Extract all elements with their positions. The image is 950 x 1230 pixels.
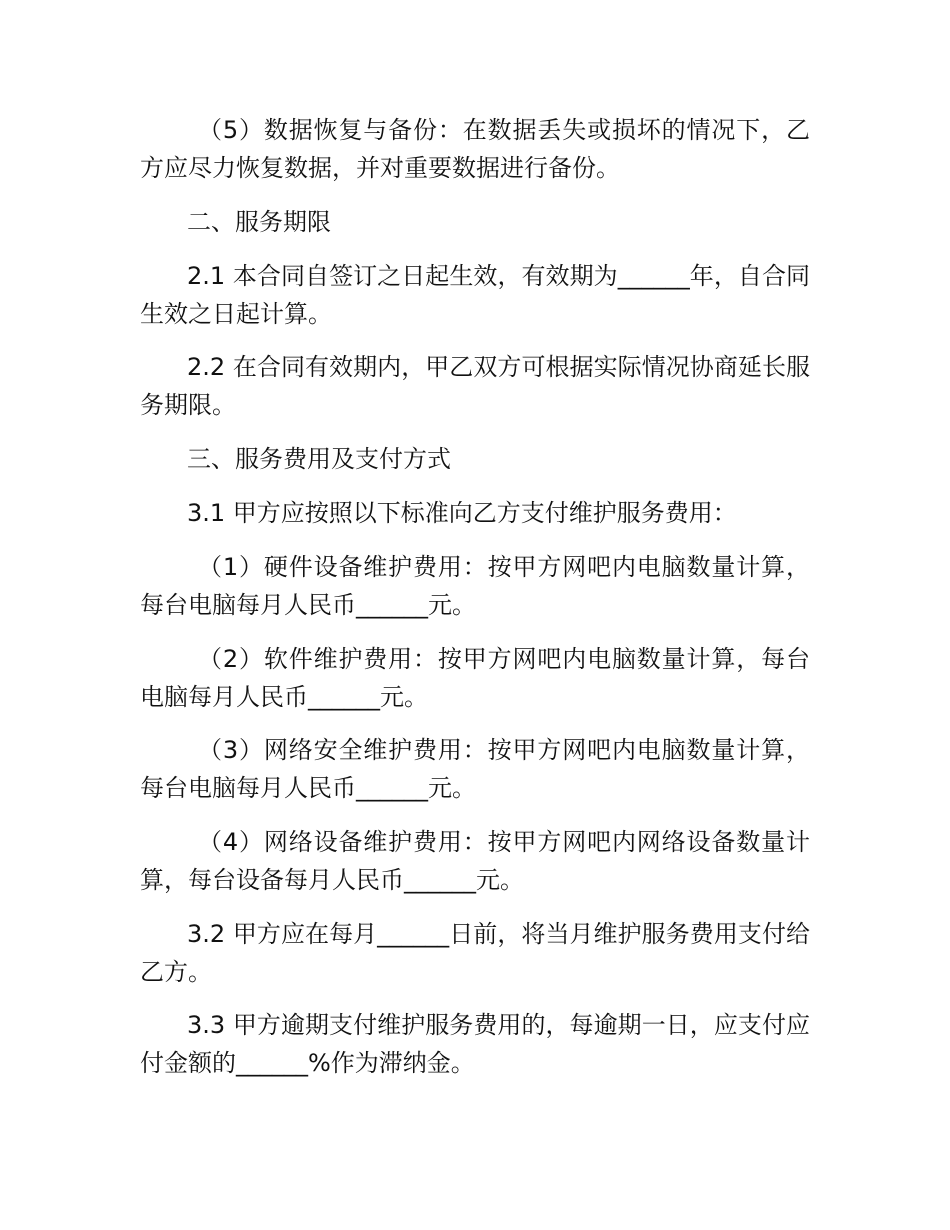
clause-3-3: 3.3 甲方逾期支付维护服务费用的，每逾期一日，应支付应付金额的______%作为滞纳金。 <box>140 1011 810 1077</box>
fee-item-hardware: （1）硬件设备维护费用：按甲方网吧内电脑数量计算，每台电脑每月人民币______元。 <box>140 553 810 619</box>
clause-3-1: 3.1 甲方应按照以下标准向乙方支付维护服务费用： <box>187 499 737 527</box>
fee-item-network-security: （3）网络安全维护费用：按甲方网吧内电脑数量计算，每台电脑每月人民币______元。 <box>140 736 810 802</box>
clause-3-2: 3.2 甲方应在每月______日前，将当月维护服务费用支付给乙方。 <box>140 920 810 986</box>
fee-item-software: （2）软件维护费用：按甲方网吧内电脑数量计算，每台电脑每月人民币______元。 <box>140 645 810 711</box>
paragraph-data-recovery: （5）数据恢复与备份：在数据丢失或损坏的情况下，乙方应尽力恢复数据，并对重要数据进行备份。 <box>140 116 810 182</box>
section-heading-fees: 三、服务费用及支付方式 <box>187 445 451 473</box>
fee-item-network-equipment: （4）网络设备维护费用：按甲方网吧内网络设备数量计算，每台设备每月人民币______元。 <box>140 828 810 894</box>
clause-2-2: 2.2 在合同有效期内，甲乙双方可根据实际情况协商延长服务期限。 <box>140 353 810 419</box>
section-heading-service-term: 二、服务期限 <box>187 208 331 236</box>
clause-2-1: 2.1 本合同自签订之日起生效，有效期为______年，自合同生效之日起计算。 <box>140 262 810 328</box>
